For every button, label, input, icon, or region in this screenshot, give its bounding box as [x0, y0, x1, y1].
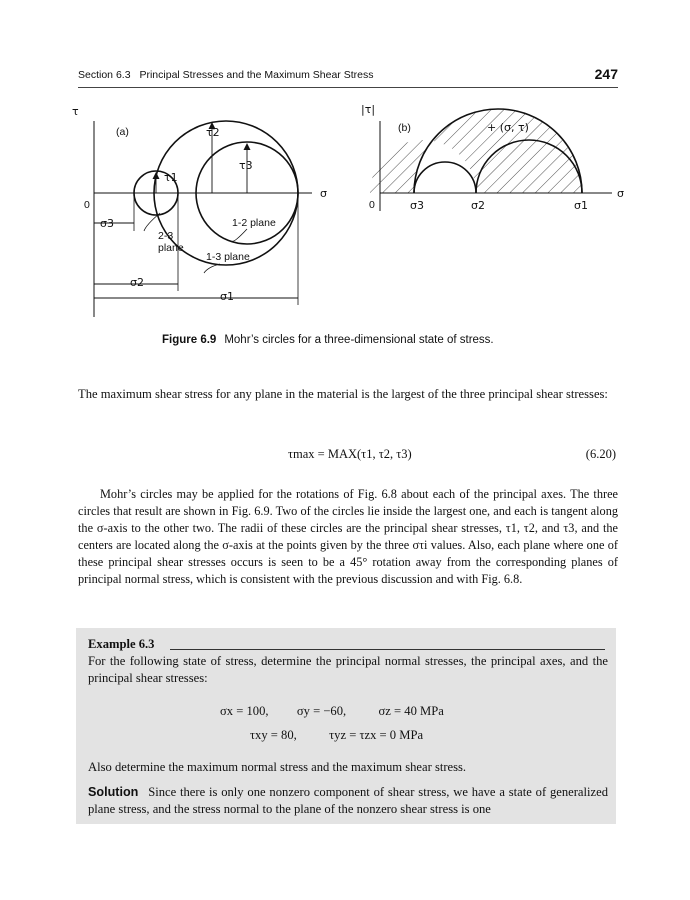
figure-svg — [60, 95, 635, 325]
solution-label: Solution — [88, 785, 139, 799]
sigma2-label-b: σ2 — [471, 199, 485, 212]
origin-label-a: 0 — [84, 199, 90, 211]
paragraph-2: Mohr’s circles may be applied for the rotations of Fig. 6.8 about each of the principal axes. The three circles that result are shown in Fig. 6.9. Two of the circles lie inside the largest one, and each is tangent along the σ-axis to the other two. The radii of these circles are the principal shear stresses, τ1, τ2, and τ3, and the centers are located along the σ-axis at the points given by the three στi values. Also, each plane where one of these principal shear stresses occurs is seen to be a 45° rotation away from the corresponding planes of principal normal stress, which is consistent with the previous discussion and with Fig. 6.8. — [78, 487, 618, 586]
solution-text: Since there is only one nonzero component of shear stress, we have a state of generalized plane stress, and the stress normal to the plane of the nonzero shear stress is one — [88, 785, 608, 816]
example-title-rule — [170, 649, 605, 650]
example-also: Also determine the maximum normal stress and the maximum shear stress. — [88, 760, 467, 774]
sigma3-label-b: σ3 — [410, 199, 424, 212]
panel-b-label: (b) — [398, 122, 411, 134]
plane-23-label-line2: plane — [158, 242, 184, 254]
figure-caption-text: Mohr’s circles for a three-dimensional state of stress. — [224, 334, 494, 346]
plane-12-label: 1-2 plane — [232, 217, 276, 229]
eq-sigma-y: σy = −60, — [296, 704, 347, 718]
equation-body: τmax = MAX(τ1, τ2, τ3) — [288, 447, 412, 461]
example-prompt: For the following state of stress, determine the principal normal stresses, the principal axes, and the principal shear stresses: — [88, 654, 608, 685]
plane-13-label: 1-3 plane — [206, 251, 250, 263]
tau-axis-label: τ — [72, 105, 79, 118]
tau2-label: τ2 — [206, 126, 220, 139]
paragraph-1: The maximum shear stress for any plane in the material is the largest of the three principal shear stresses: — [78, 387, 608, 401]
eq-tau-yz-zx: τyz = τzx = 0 MPa — [329, 728, 424, 742]
running-head — [78, 69, 373, 81]
section-number: Section 6.3 — [78, 69, 131, 81]
page-header — [78, 66, 618, 86]
equation-number: (6.20) — [585, 447, 616, 461]
plane-13-leader — [204, 264, 220, 273]
example-equation-normal-stresses — [220, 704, 444, 719]
panel-b — [361, 103, 624, 212]
example-title: Example 6.3 — [88, 637, 155, 651]
example-equation-shear-stresses — [250, 728, 423, 743]
valid-region-label: + (σ, τ) — [487, 121, 529, 134]
figure-number: Figure 6.9 — [162, 334, 217, 346]
eq-sigma-z: σz = 40 MPa — [378, 704, 444, 718]
sigma-axis-label-b: σ — [617, 187, 624, 200]
eq-sigma-x: σx = 100, — [220, 704, 269, 718]
abs-tau-axis-label: |τ| — [361, 103, 376, 116]
plane-23-label-line1: 2-3 — [158, 230, 174, 242]
header-rule — [78, 87, 618, 88]
section-title: Principal Stresses and the Maximum Shear Stress — [139, 69, 374, 81]
example-box — [76, 628, 616, 824]
sigma3-label-a: σ3 — [100, 217, 114, 230]
circle-b-small — [414, 162, 476, 193]
figure-caption — [162, 334, 494, 346]
sigma1-label-b: σ1 — [574, 199, 588, 212]
panel-a — [72, 105, 327, 317]
tau3-label: τ3 — [239, 159, 253, 172]
tau1-label: τ1 — [164, 171, 178, 184]
sigma1-label-a: σ1 — [220, 290, 234, 303]
sigma-axis-label-a: σ — [320, 187, 327, 200]
figure-mohrs-circles — [60, 95, 635, 325]
panel-a-label: (a) — [116, 126, 129, 138]
example-solution — [88, 784, 608, 818]
equation-6-20 — [78, 447, 618, 465]
origin-label-b: 0 — [369, 199, 375, 211]
plane-12-leader — [232, 229, 247, 241]
page-number: 247 — [594, 66, 618, 82]
sigma2-label-a: σ2 — [130, 276, 144, 289]
eq-tau-xy: τxy = 80, — [250, 728, 297, 742]
